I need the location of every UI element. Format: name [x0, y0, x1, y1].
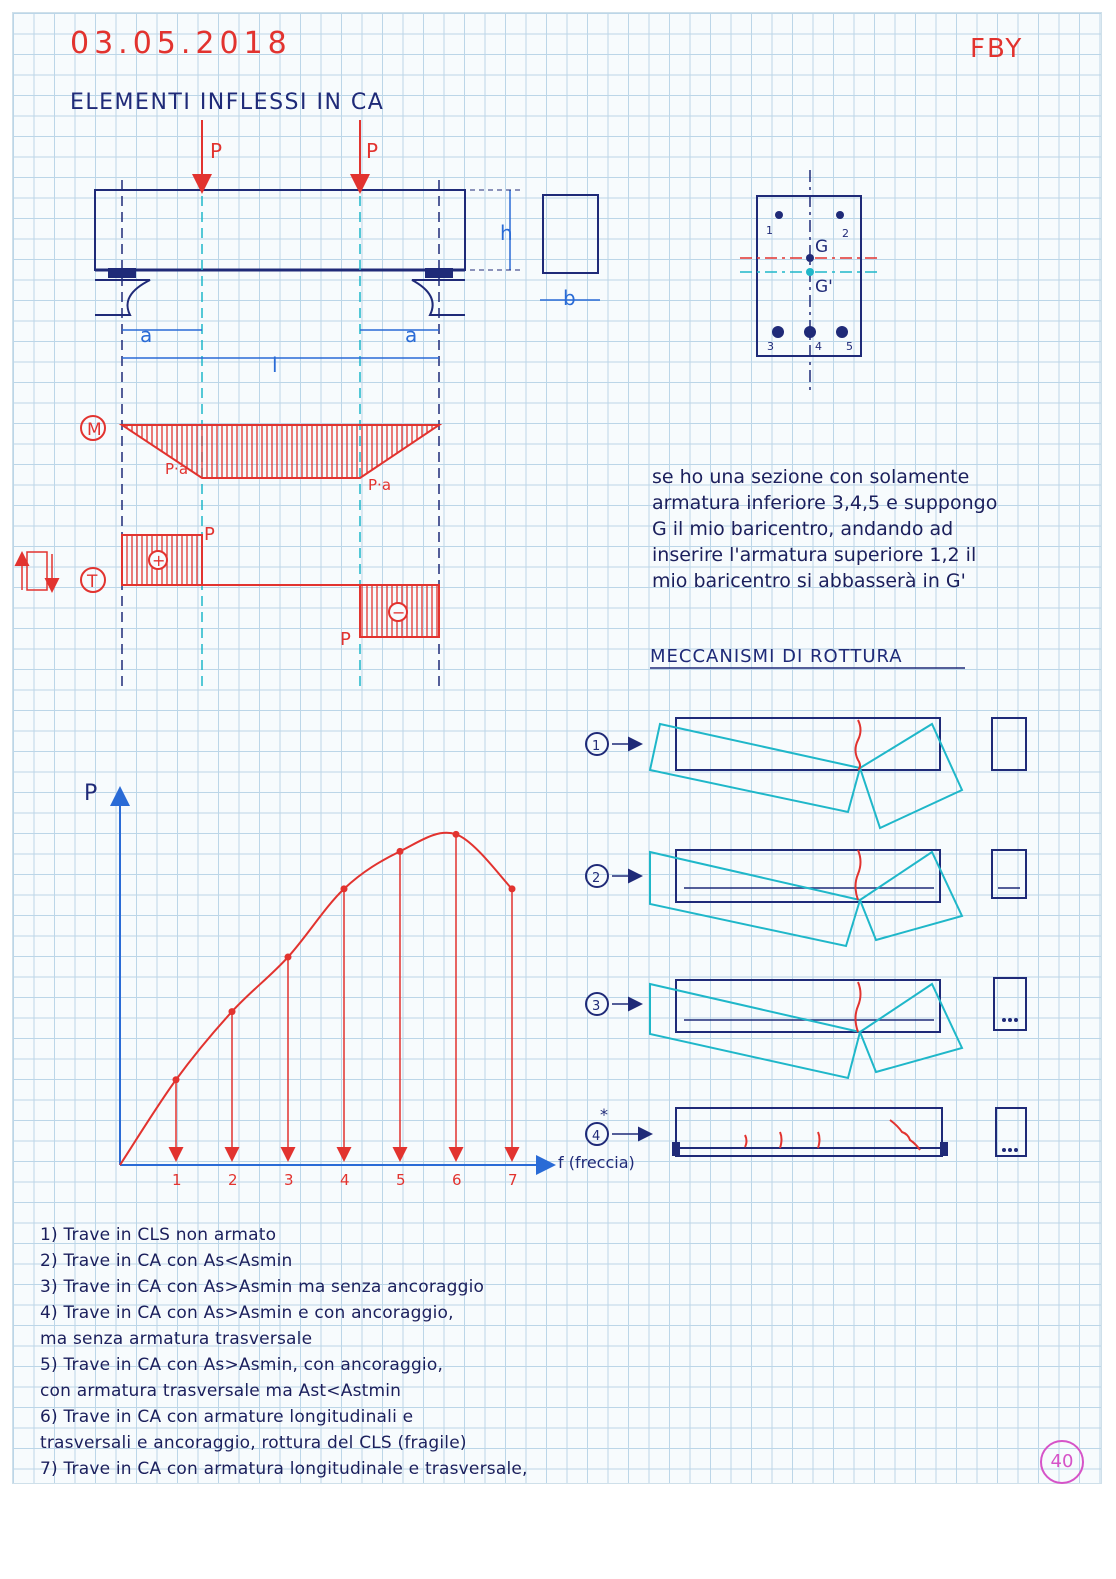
load-deflection-curve: [120, 833, 512, 1165]
moment-pa-right: P·a: [368, 476, 392, 494]
note-line: inserire l'armatura superiore 1,2 il: [652, 544, 977, 566]
bar-label-3: 3: [767, 340, 774, 353]
note-line: mio baricentro si abbasserà in G': [652, 570, 966, 592]
legend-line: trasversali e ancoraggio, rottura del CLS (fragile): [40, 1433, 467, 1453]
bar-label-2: 2: [842, 227, 849, 240]
mechanism-1: [650, 718, 1026, 828]
curve-point-6: [453, 831, 460, 838]
beam-cross-section: [543, 195, 598, 273]
x-tick-label-5: 5: [396, 1171, 406, 1189]
page-date: 03.05.2018: [70, 26, 292, 61]
shear-p-label-top: P: [204, 524, 215, 545]
shear-positive-sign: +: [152, 551, 166, 570]
legend-line: 2) Trave in CA con As<Asmin: [40, 1251, 293, 1271]
curve-point-2: [229, 1008, 236, 1015]
legend-line: 7) Trave in CA con armatura longitudinale e trasversale,: [40, 1459, 528, 1479]
moment-symbol: M: [87, 420, 102, 440]
note-line: G il mio baricentro, andando ad: [652, 518, 954, 540]
curve-point-5: [397, 848, 404, 855]
shear-span-right: a: [405, 323, 418, 347]
legend-line: 5) Trave in CA con As>Asmin, con ancoraggio,: [40, 1355, 444, 1375]
mechanism-label-1: 1: [592, 739, 601, 754]
legend-list: [40, 1222, 528, 1482]
load-label-right: P: [366, 139, 379, 163]
section-note: [652, 464, 997, 594]
legend-line: ma senza armatura trasversale: [40, 1329, 313, 1349]
legend-line: 1) Trave in CLS non armato: [40, 1225, 277, 1245]
width-label: b: [563, 286, 576, 310]
mechanism-label-3: 3: [592, 999, 601, 1014]
mechanism-4: [672, 1108, 1026, 1156]
bar-label-5: 5: [846, 340, 853, 353]
shear-p-label-bottom: P: [340, 629, 351, 650]
mechanism-label-2: 2: [592, 871, 601, 886]
note-line: armatura inferiore 3,4,5 e suppongo: [652, 492, 998, 514]
beam-outline: [95, 190, 465, 270]
shear-span-left: a: [140, 323, 153, 347]
mechanisms-title: MECCANISMI DI ROTTURA: [650, 646, 903, 667]
x-tick-label-2: 2: [228, 1171, 238, 1189]
shifted-centroid-label: G': [815, 277, 833, 297]
mechanism-star: *: [600, 1105, 608, 1124]
bar-2: [836, 211, 844, 219]
curve-point-1: [173, 1076, 180, 1083]
mechanism-2: [650, 850, 1026, 946]
bar-3: [772, 326, 784, 338]
span-label: l: [272, 353, 278, 377]
curve-point-4: [341, 885, 348, 892]
load-deflection-chart: [84, 781, 635, 1189]
mechanism-3: [650, 978, 1026, 1078]
x-tick-label-7: 7: [508, 1171, 518, 1189]
x-tick-label-6: 6: [452, 1171, 462, 1189]
shear-negative-sign: −: [392, 603, 406, 622]
beam-diagram: [22, 120, 600, 690]
page-heading: ELEMENTI INFLESSI IN CA: [70, 90, 385, 115]
failure-mechanisms: [586, 668, 1026, 1156]
height-label: h: [500, 221, 513, 245]
x-tick-label-3: 3: [284, 1171, 294, 1189]
legend-line: 6) Trave in CA con armature longitudinali e: [40, 1407, 414, 1427]
bar-label-1: 1: [766, 224, 773, 237]
curve-point-7: [509, 885, 516, 892]
centroid-label: G: [815, 237, 829, 257]
page-code: FBY: [970, 34, 1024, 64]
curve-point-3: [285, 954, 292, 961]
legend-line: 4) Trave in CA con As>Asmin e con ancoraggio,: [40, 1303, 454, 1323]
reinforced-section: [740, 170, 880, 395]
legend-line: con armatura trasversale ma Ast<Astmin: [40, 1381, 402, 1401]
x-tick-label-4: 4: [340, 1171, 350, 1189]
bar-5: [836, 326, 848, 338]
load-label-left: P: [210, 139, 223, 163]
note-line: se ho una sezione con solamente: [652, 466, 970, 488]
page-number: 40: [1040, 1440, 1084, 1484]
chart-xlabel: f (freccia): [558, 1153, 635, 1172]
moment-pa-left: P·a: [165, 460, 189, 478]
x-tick-label-1: 1: [172, 1171, 182, 1189]
bar-1: [775, 211, 783, 219]
bar-label-4: 4: [815, 340, 822, 353]
legend-line: 3) Trave in CA con As>Asmin ma senza ancoraggio: [40, 1277, 485, 1297]
chart-ylabel: P: [84, 781, 98, 806]
mechanism-label-4: 4: [592, 1129, 601, 1144]
bar-4: [804, 326, 816, 338]
shear-symbol: T: [87, 572, 98, 592]
